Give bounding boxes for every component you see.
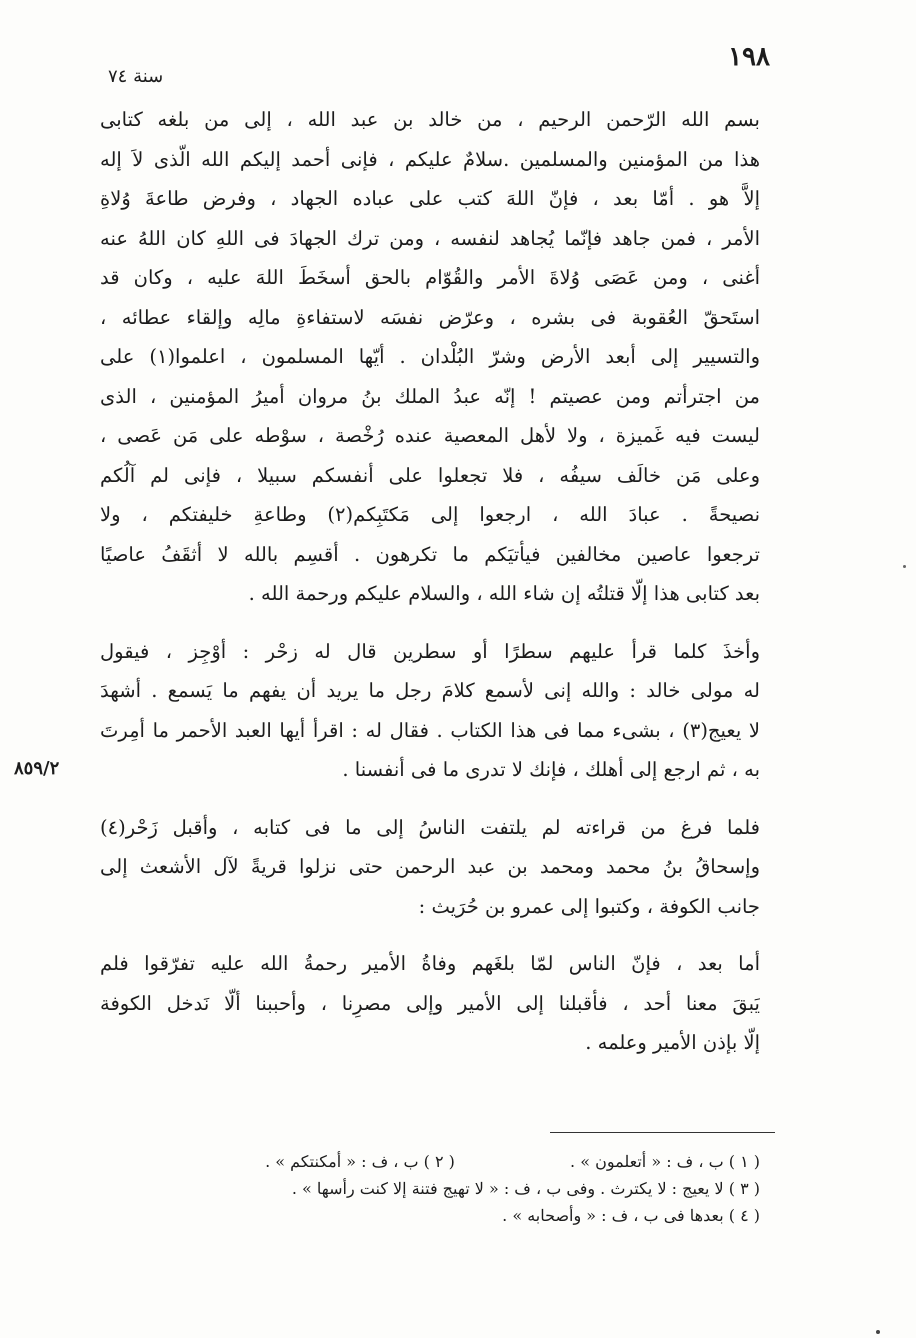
text-line: بعد كتابى هذا إلّا قتلتُه إن شاء الله ، والسلام عليكم ورحمة الله . <box>248 582 760 605</box>
page-speck <box>903 565 906 568</box>
text-line: الأمر ، فمن جاهد فإنّما يُجاهد لنفسه ، ومن ترك الجهادَ فى اللهِ كان اللهُ عنه <box>100 226 760 250</box>
footnote-2: ( ٢ ) ب ، ف : « أمكنتكم » . <box>265 1152 455 1171</box>
text-line: فلما فرغ من قراءته لم يلتفت الناسُ إلى ما فى كتابه ، وأقبل زَحْر(٤) <box>100 815 760 839</box>
text-line: يَبقَ معنا أحد ، فأقبلنا إلى الأمير وإلى مصرِنا ، وأحببنا ألّا نَدخل الكوفة <box>100 991 760 1015</box>
text-line: وإسحاقُ بنُ محمد ومحمد بن عبد الرحمن حتى نزلوا قريةً لآل الأشعث إلى <box>100 855 760 878</box>
text-line: أما بعد ، فإنّ الناس لمّا بلغَهم وفاةُ الأمير رحمةُ الله عليه تفرّقوا فلم <box>100 952 760 975</box>
running-header-year: سنة ٧٤ <box>108 66 164 87</box>
footnote-4: ( ٤ ) بعدها فى ب ، ف : « وأصحابه » . <box>502 1206 760 1225</box>
footnote-3: ( ٣ ) لا يعيج : لا يكترث . وفى ب ، ف : « لا تهيج فتنة إلا كنت رأسها » . <box>291 1179 760 1198</box>
page-speck <box>876 1330 880 1334</box>
text-line: به ، ثم ارجع إلى أهلك ، فإنك لا تدرى ما فى أنفسنا . <box>342 758 760 781</box>
main-text <box>100 100 760 1063</box>
paragraph-reading <box>100 632 760 790</box>
footnote-line <box>180 1202 760 1229</box>
footnote-1: ( ١ ) ب ، ف : « أتعلمون » . <box>570 1152 760 1171</box>
paragraph-departure <box>100 808 760 927</box>
text-line: له مولى خالد : والله إنى لأسمع كلامَ رجل ما يريد أن يفهم ما يَسمع . أشهدَ <box>100 679 760 702</box>
text-line: بسم الله الرّحمن الرحيم ، من خالد بن عبد الله ، إلى من بلغه كتابى <box>100 108 760 131</box>
text-line: أغنى ، ومن عَصَى وُلاةَ الأمر والقُوّام بالحق أسخَطَ اللهَ عليه ، وكان قد <box>100 266 760 289</box>
text-line: إلاَّ هو . أمّا بعد ، فإنّ اللهَ كتب على عباده الجهاد ، وفرض طاعةَ وُلاةِ <box>100 187 760 210</box>
page-number: ١٩٨ <box>728 42 770 72</box>
text-line: جانب الكوفة ، وكتبوا إلى عمرو بن حُرَيث : <box>418 894 760 918</box>
footnotes <box>180 1148 760 1229</box>
text-line: استَحقّ العُقوبة فى بشره ، وعرّض نفسَه لاستفاءةِ مالِه وإلقاء عطائه ، <box>100 305 760 329</box>
text-line: نصيحةً . عبادَ الله ، ارجعوا إلى مَكتَبِكم(٢) وطاعةِ خليفتكم ، ولا <box>100 503 760 526</box>
text-line: إلّا بإذن الأمير وعلمه . <box>585 1031 760 1054</box>
text-line: لا يعيج(٣) ، بشىء مما فى هذا الكتاب . فقال له : اقرأ أيها العبد الأحمر ما أمِرتَ <box>100 718 760 742</box>
footnote-line <box>180 1148 760 1175</box>
margin-reference: ٨٥٩/٢ <box>14 758 60 779</box>
footnote-divider <box>550 1132 775 1133</box>
text-line: هذا من المؤمنين والمسلمين .سلامٌ عليكم ، فإنى أحمد إليكم الله الّذى لاَ إله <box>100 147 760 171</box>
text-line: والتسيير إلى أبعد الأرض وشرّ البُلْدان . أيّها المسلمون ، اعلموا(١) على <box>100 345 760 368</box>
text-line: ترجعوا عاصين مخالفين فيأتيَكم ما تكرهون . أقسِم بالله لا أثقَفُ عاصيًا <box>100 542 760 566</box>
paragraph-letter-reply <box>100 944 760 1063</box>
paragraph-letter <box>100 100 760 614</box>
footnote-line <box>180 1175 760 1202</box>
text-line: وعلى مَن خالَف سيفُه ، فلا تجعلوا على أنفسكم سبيلا ، فإنى لم آلُكم <box>100 463 760 487</box>
text-line: وأخذَ كلما قرأ عليهم سطرًا أو سطرين قال له زحْر : أوْجِز ، فيقول <box>100 639 760 663</box>
text-line: ليست فيه غَميزة ، ولا لأهل المعصية عنده رُخْصة ، سوْطه على مَن عَصى ، <box>100 424 760 447</box>
text-line: من اجترأتم ومن عصيتم ! إنّه عبدُ الملك بنُ مروان أميرُ المؤمنين ، الذى <box>100 384 760 408</box>
